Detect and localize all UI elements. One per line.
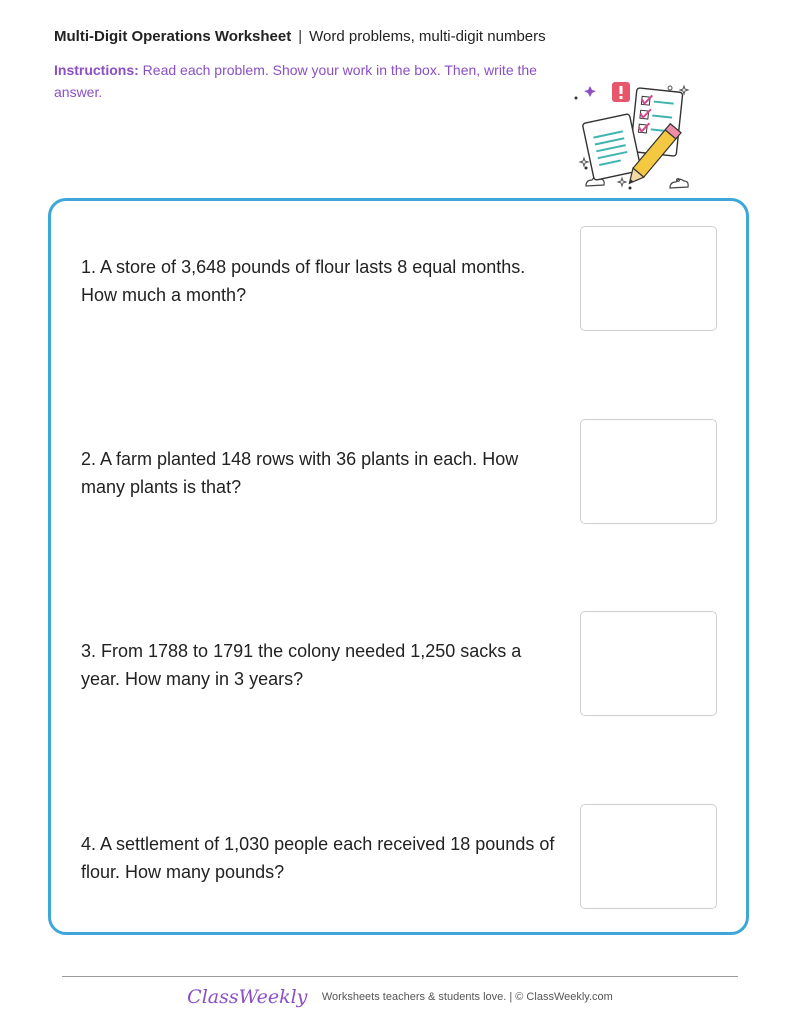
footer [0, 986, 800, 1008]
answer-box-1[interactable] [580, 226, 717, 331]
header-separator: | [298, 28, 303, 45]
problem-2: 2. A farm planted 148 rows with 36 plants in each. How many plants is that? [81, 449, 519, 497]
checklist-pencil-icon [572, 78, 700, 196]
brand-logo: ClassWeekly [187, 986, 308, 1008]
instructions-text: Read each problem. Show your work in the box. Then, write the answer. [54, 62, 537, 100]
problem-3: 3. From 1788 to 1791 the colony needed 1,250 sacks a year. How many in 3 years? [81, 641, 522, 689]
footer-tagline: Worksheets teachers & students love. | © ClassWeekly.com [321, 991, 613, 1003]
problem-1: 1. A store of 3,648 pounds of flour lasts 8 equal months. How much a month? [81, 257, 526, 305]
answer-box-2[interactable] [580, 419, 717, 524]
instructions-label: Instructions: [54, 62, 139, 78]
instructions [54, 59, 544, 103]
worksheet-subtitle: Word problems, multi-digit numbers [309, 28, 546, 45]
answer-box-3[interactable] [580, 611, 717, 716]
footer-divider [62, 976, 738, 977]
worksheet-header [54, 28, 546, 45]
worksheet-title: Multi-Digit Operations Worksheet [54, 28, 292, 45]
answer-box-4[interactable] [580, 804, 717, 909]
problem-4: 4. A settlement of 1,030 people each received 18 pounds of flour. How many pounds? [81, 834, 555, 882]
